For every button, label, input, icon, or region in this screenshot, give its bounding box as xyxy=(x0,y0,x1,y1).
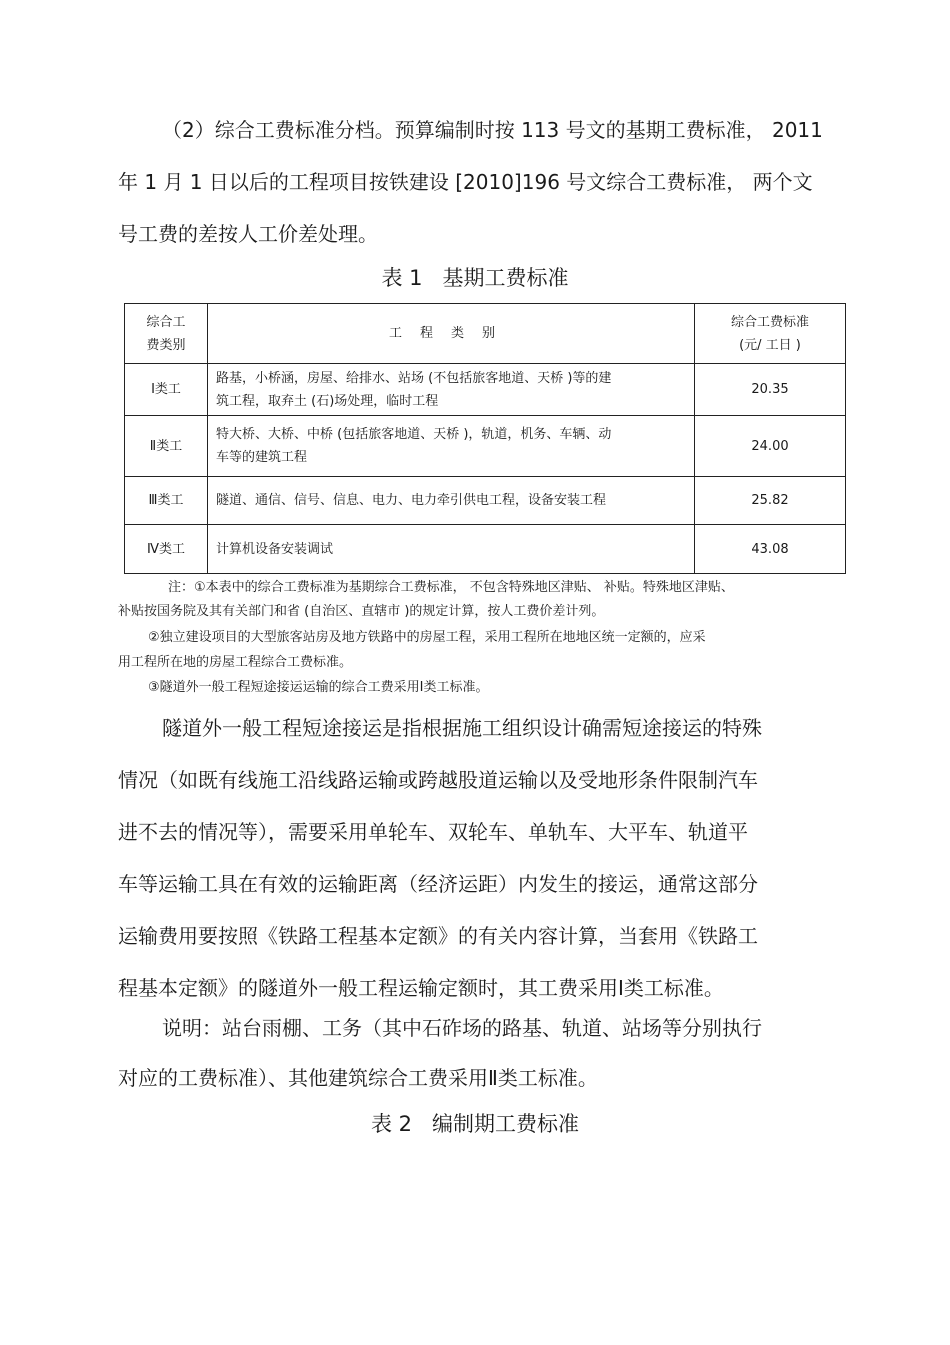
table-header-row xyxy=(125,304,846,364)
note-line: ②独立建设项目的大型旅客站房及地方铁路中的房屋工程，采用工程所在地地区统一定额的，应采 xyxy=(148,630,706,645)
paragraph-explanation xyxy=(118,1012,848,1092)
paragraph-short-haul xyxy=(118,712,848,1000)
paragraph-line: 程基本定额》的隧道外一般工程运输定额时，其工费采用Ⅰ类工标准。 xyxy=(118,976,724,1000)
note-line: 补贴按国务院及其有关部门和省 (自治区、直辖市 )的规定计算，按人工费价差计列。 xyxy=(118,604,605,619)
paragraph-line: 进不去的情况等），需要采用单轮车、双轮车、单轨车、大平车、轨道平 xyxy=(118,820,748,844)
header-category-line1: 综合工 xyxy=(146,314,186,330)
paragraph-wage-grading xyxy=(118,114,848,244)
paragraph-line: 隧道外一般工程短途接运是指根据施工组织设计确需短途接运的特殊 xyxy=(162,716,762,740)
note-line: 用工程所在地的房屋工程综合工费标准。 xyxy=(118,655,353,670)
value-cell: 24.00 xyxy=(695,416,846,477)
header-standard-line1: 综合工费标准 xyxy=(730,314,809,330)
paragraph-line: 对应的工费标准）、其他建筑综合工费采用Ⅱ类工标准。 xyxy=(118,1066,598,1090)
description-line2: 车等的建筑工程 xyxy=(216,450,308,465)
header-category-line2: 费类别 xyxy=(146,337,186,353)
header-standard-line2: (元/ 工日 ) xyxy=(739,337,801,353)
description-cell xyxy=(208,477,695,525)
description-line1: 特大桥、大桥、中桥 (包括旅客地道、天桥 )，轨道，机务、车辆、动 xyxy=(216,427,612,442)
table1-caption xyxy=(0,262,950,292)
header-project-type-cell: 工程类别 xyxy=(208,304,695,364)
table-row xyxy=(125,525,846,574)
paragraph-line: 车等运输工具在有效的运输距离（经济运距）内发生的接运，通常这部分 xyxy=(118,872,758,896)
paragraph-line: 情况（如既有线施工沿线路运输或跨越股道运输以及受地形条件限制汽车 xyxy=(118,768,758,792)
table1-notes xyxy=(118,576,848,696)
value-cell: 43.08 xyxy=(695,525,846,574)
paragraph-line: （2）综合工费标准分档。预算编制时按 113 号文的基期工费标准， 2011 xyxy=(162,118,823,142)
description-line1: 隧道、通信、信号、信息、电力、电力牵引供电工程，设备安装工程 xyxy=(216,493,607,508)
table2-title: 编制期工费标准 xyxy=(432,1112,580,1136)
category-cell: Ⅱ类工 xyxy=(125,416,208,477)
category-cell: Ⅳ类工 xyxy=(125,525,208,574)
description-cell xyxy=(208,525,695,574)
paragraph-line: 号工费的差按人工价差处理。 xyxy=(118,222,378,246)
header-category-cell xyxy=(125,304,208,364)
value-cell: 20.35 xyxy=(695,364,846,416)
description-line1: 计算机设备安装调试 xyxy=(216,541,334,557)
description-cell xyxy=(208,364,695,416)
table-row xyxy=(125,477,846,525)
paragraph-line: 年 1 月 1 日以后的工程项目按铁建设 [2010]196 号文综合工费标准， 两个文 xyxy=(118,170,813,194)
table2-number: 表 2 xyxy=(370,1112,413,1136)
header-standard-cell xyxy=(695,304,846,364)
note-line: ③隧道外一般工程短途接运运输的综合工费采用Ⅰ类工标准。 xyxy=(148,680,489,695)
value-cell: 25.82 xyxy=(695,477,846,525)
table-row xyxy=(125,416,846,477)
category-cell: Ⅰ类工 xyxy=(125,364,208,416)
description-line1: 路基，小桥涵，房屋、给排水、站场 (不包括旅客地道、天桥 )等的建 xyxy=(216,370,612,386)
description-cell xyxy=(208,416,695,477)
base-wage-table xyxy=(124,303,846,574)
category-cell: Ⅲ类工 xyxy=(125,477,208,525)
table2-caption xyxy=(0,1108,950,1138)
note-line: 注：①本表中的综合工费标准为基期综合工费标准， 不包含特殊地区津贴、 补贴。特殊地区津贴、 xyxy=(168,580,734,595)
paragraph-line: 运输费用要按照《铁路工程基本定额》的有关内容计算，当套用《铁路工 xyxy=(118,924,758,948)
paragraph-line: 说明：站台雨棚、工务（其中石砟场的路基、轨道、站场等分别执行 xyxy=(162,1016,762,1040)
description-line2: 筑工程，取弃土 (石)场处理，临时工程 xyxy=(216,393,439,409)
table1-number: 表 1 xyxy=(381,266,423,290)
table-row xyxy=(125,364,846,416)
table1-title: 基期工费标准 xyxy=(442,266,569,290)
